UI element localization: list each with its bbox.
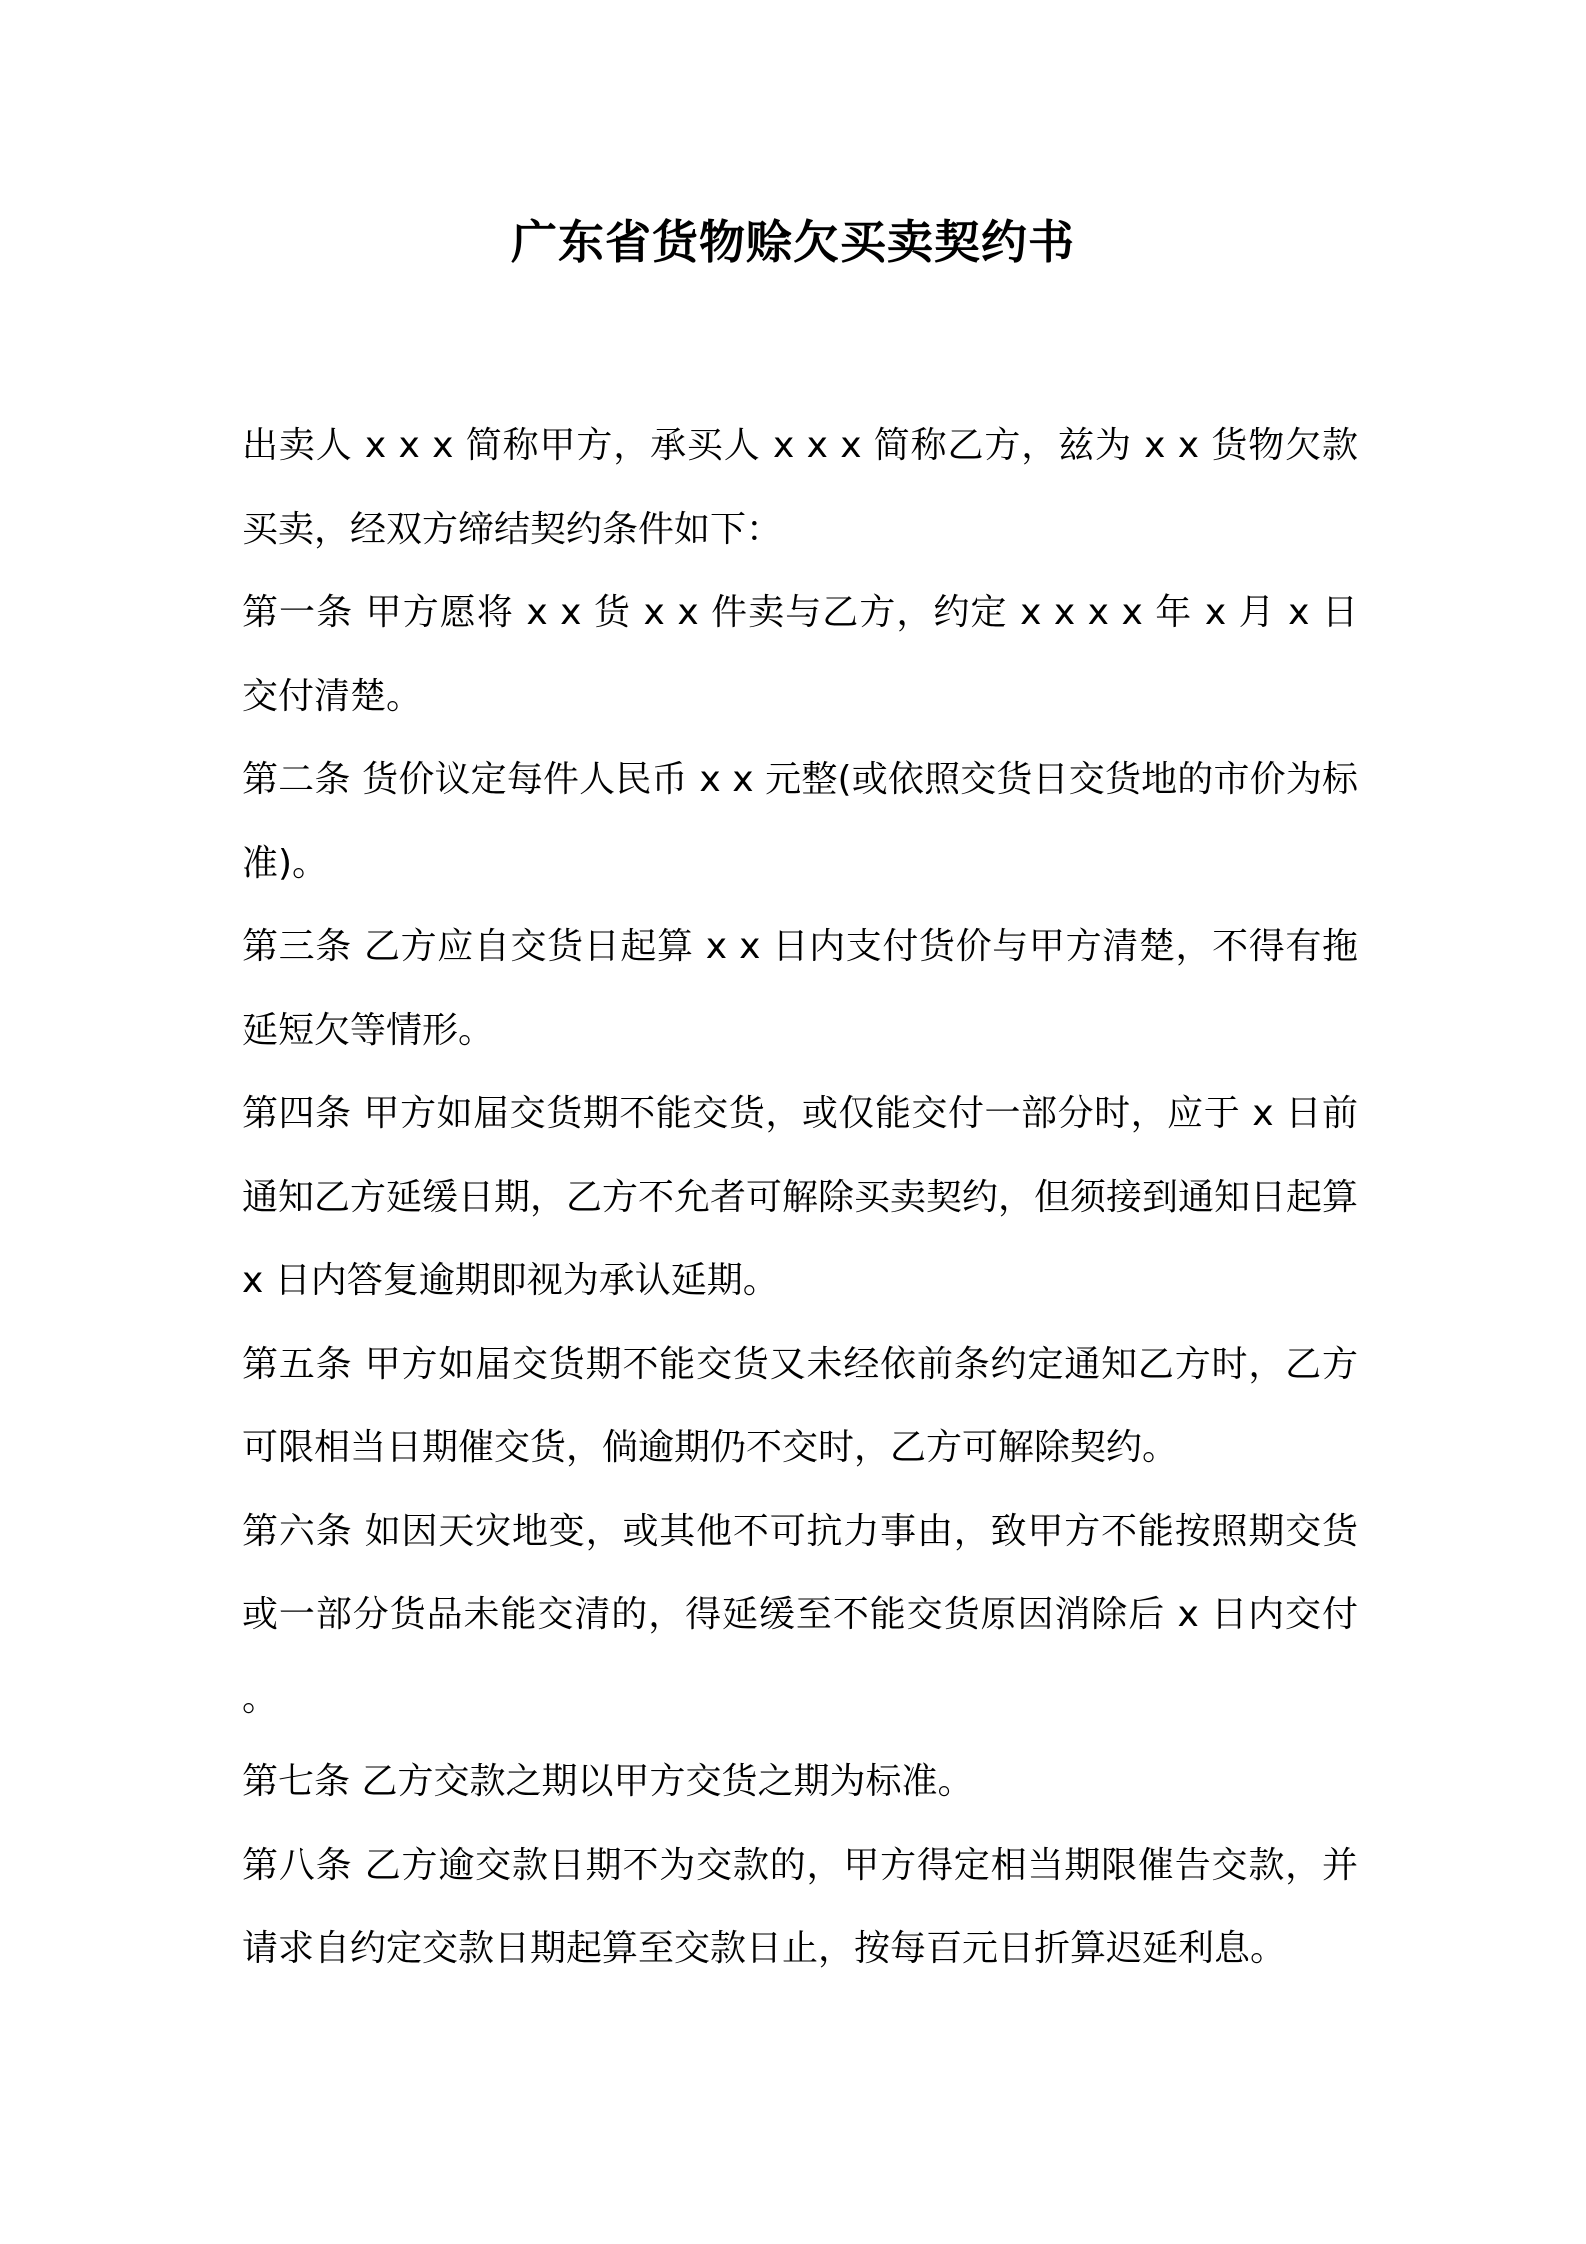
article-4-paragraph: 第四条 甲方如届交货期不能交货，或仅能交付一部分时，应于 x 日前通知乙方延缓日期，乙方不允者可解除买卖契约，但须接到通知日起算 x 日内答复逾期即视为承认延期。 — [242, 1093, 1359, 1301]
article-2-paragraph: 第二条 货价议定每件人民币 x x 元整(或依照交货日交货地的市价为标准)。 — [242, 759, 1358, 884]
article-7-paragraph: 第七条 乙方交款之期以甲方交货之期为标准。 — [242, 1761, 974, 1802]
preamble-paragraph: 出卖人 x x x 简称甲方，承买人 x x x 简称乙方，兹为 x x 货物欠款买卖，经双方缔结契约条件如下： — [242, 425, 1358, 550]
article-6-paragraph: 第六条 如因天灾地变，或其他不可抗力事由，致甲方不能按照期交货或一部分货品未能交清的，得延缓至不能交货原因消除后 x 日内交付。 — [242, 1510, 1358, 1719]
article-1-paragraph: 第一条 甲方愿将 x x 货 x x 件卖与乙方，约定 x x x x 年 x 月 x 日交付清楚。 — [242, 592, 1358, 717]
document-title: 广东省货物赊欠买卖契约书 — [511, 215, 1075, 269]
document-body — [242, 404, 1358, 1991]
article-3-paragraph: 第三条 乙方应自交货日起算 x x 日内支付货价与甲方清楚，不得有拖延短欠等情形。 — [242, 926, 1358, 1051]
article-8-paragraph: 第八条 乙方逾交款日期不为交款的，甲方得定相当期限催告交款，并请求自约定交款日期起算至交款日止，按每百元日折算迟延利息。 — [242, 1844, 1358, 1969]
article-5-paragraph: 第五条 甲方如届交货期不能交货又未经依前条约定通知乙方时，乙方可限相当日期催交货，倘逾期仍不交时，乙方可解除契约。 — [242, 1343, 1358, 1468]
